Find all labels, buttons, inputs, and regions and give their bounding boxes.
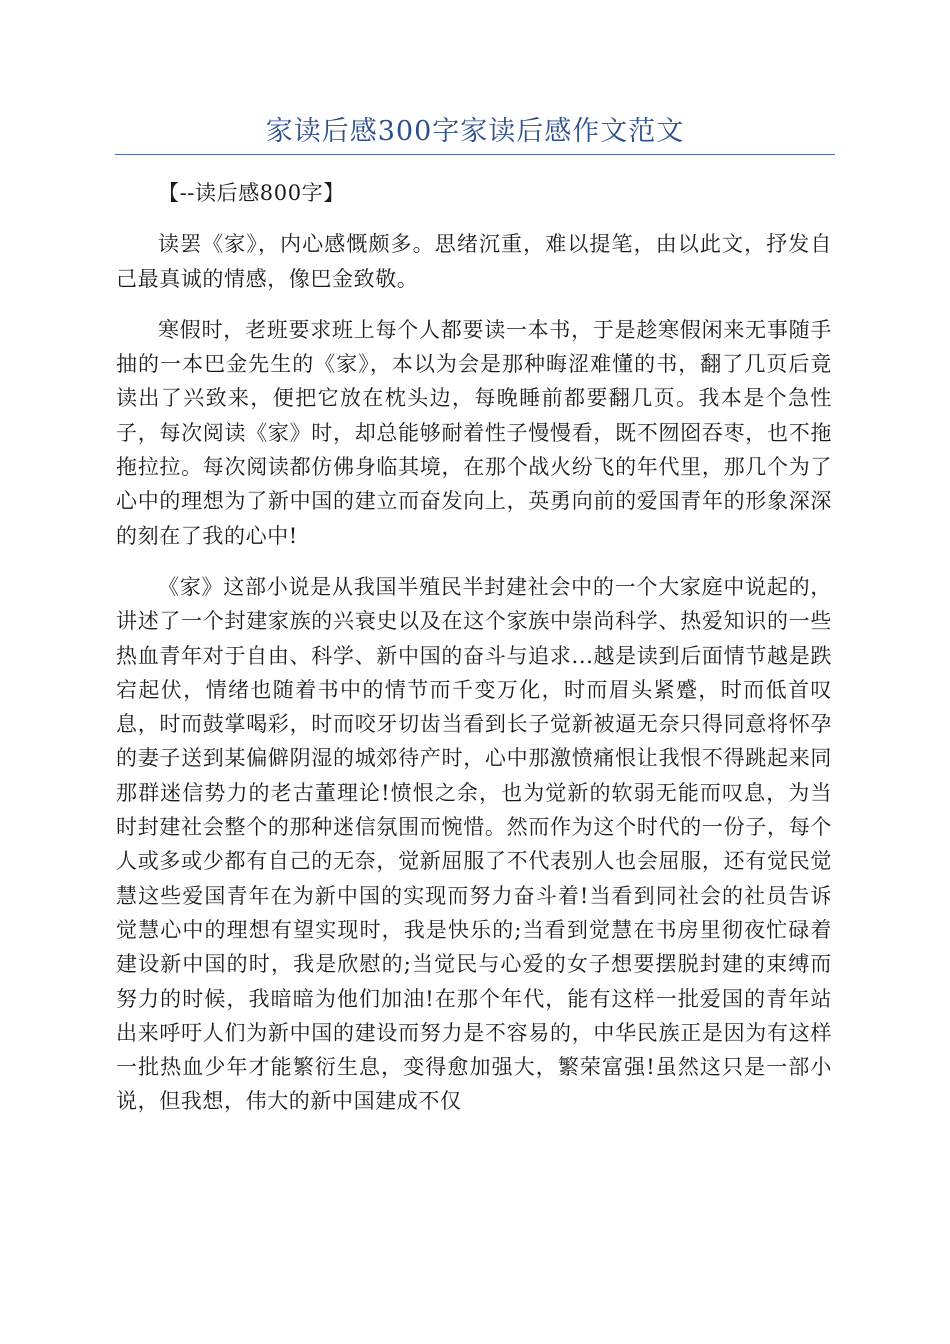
paragraph-category-tag: 【--读后感800字】 xyxy=(158,181,345,205)
paragraph-intro: 读罢《家》，内心感慨颇多。思绪沉重，难以提笔，由以此文，抒发自己最真诚的情感，像巴金致敬。 xyxy=(116,232,832,291)
title-underline xyxy=(115,154,835,155)
paragraph-winter-break: 寒假时，老班要求班上每个人都要读一本书，于是趁寒假闲来无事随手抽的一本巴金先生的《家》，本以为会是那种晦涩难懂的书，翻了几页后竟读出了兴致来，便把它放在枕头边，每晚睡前都要翻几页。我本是个急性子，每次阅读《家》时，却总能够耐着性子慢慢看，既不囫囵吞枣，也不拖拖拉拉。每次阅读都仿佛身临其境，在那个战火纷飞的年代里，那几个为了心中的理想为了新中国的建立而奋发向上，英勇向前的爱国青年的形象深深的刻在了我的心中! xyxy=(116,317,832,548)
document-title: 家读后感300字家读后感作文范文 xyxy=(265,116,685,147)
paragraph-novel-summary: 《家》这部小说是从我国半殖民半封建社会中的一个大家庭中说起的，讲述了一个封建家族的兴衰史以及在这个家族中崇尚科学、热爱知识的一些热血青年对于自由、科学、新中国的奋斗与追求...越是读到后面情节越是跌宕起伏，情绪也随着书中的情节而千变万化，时而眉头紧蹙，时而低首叹息，时而鼓掌喝彩，时而咬牙切齿当看到长子觉新被逼无奈只得同意将怀孕的妻子送到某偏僻阴湿的城郊待产时，心中那激愤痛恨让我恨不得跳起来同那群迷信势力的老古董理论!愤恨之余，也为觉新的软弱无能而叹息，为当时封建社会整个的那种迷信氛围而惋惜。然而作为这个时代的一份子，每个人或多或少都有自己的无奈，觉新屈服了不代表别人也会屈服，还有觉民觉慧这些爱国青年在为新中国的实现而努力奋斗着!当看到同社会的社员告诉觉慧心中的理想有望实现时，我是快乐的;当看到觉慧在书房里彻夜忙碌着建设新中国的时，我是欣慰的;当觉民与心爱的女子想要摆脱封建的束缚而努力的时候，我暗暗为他们加油!在那个年代，能有这样一批爱国的青年站出来呼吁人们为新中国的建设而努力是不容易的，中华民族正是因为有这样一批热血少年才能繁衍生息，变得愈加强大，繁荣富强!虽然这只是一部小说，但我想，伟大的新中国建成不仅 xyxy=(116,574,832,1114)
document-body xyxy=(116,176,832,1136)
